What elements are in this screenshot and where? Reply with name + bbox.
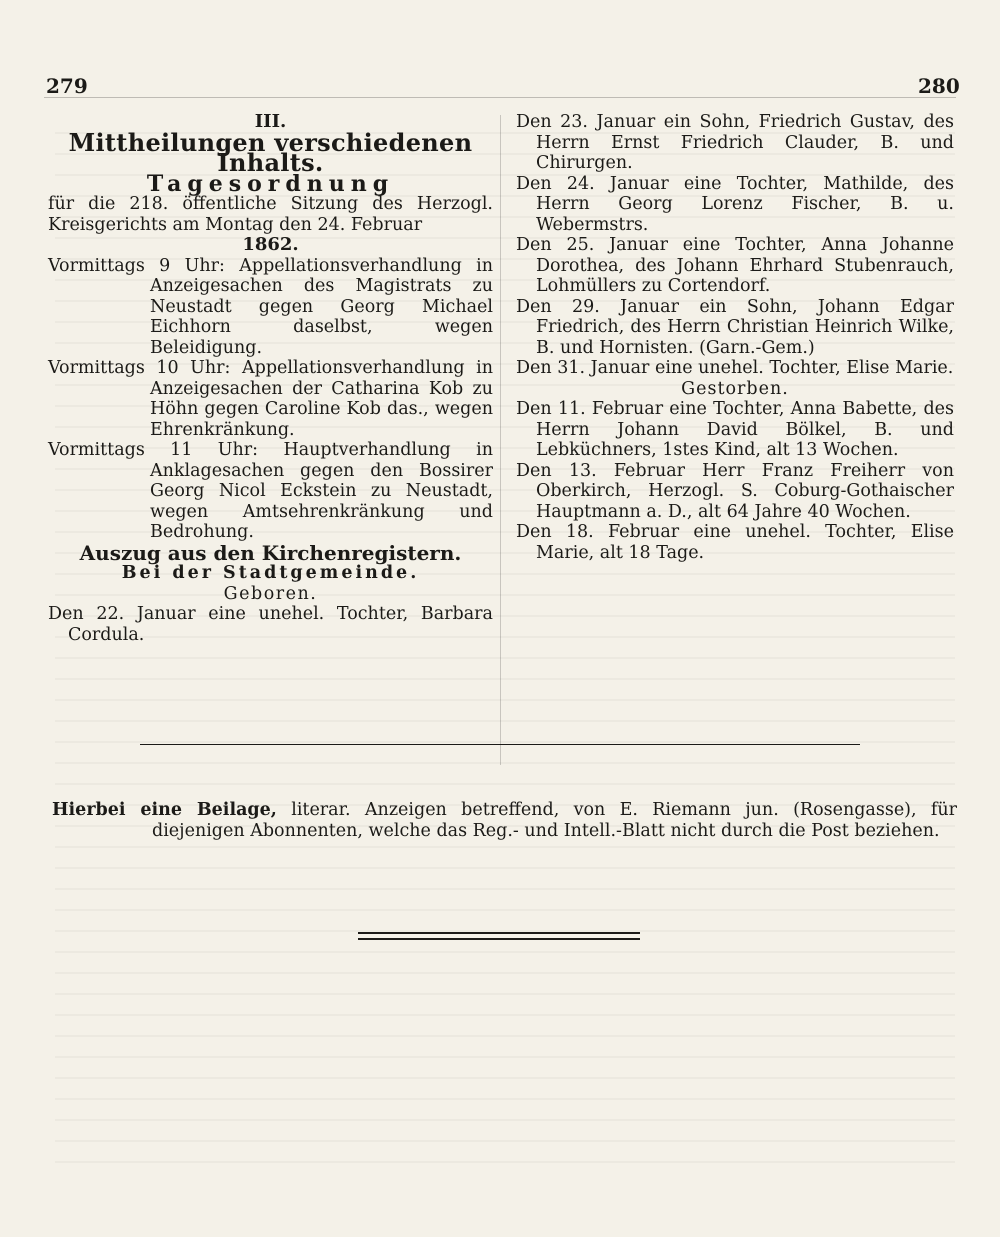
- deaths-heading: Gestorben.: [681, 378, 789, 399]
- birth-entry: Den 31. Januar eine unehel. Tochter, Elise Marie.: [516, 358, 954, 378]
- left-column: [48, 112, 493, 645]
- right-column: [516, 112, 954, 563]
- section-title: Mittheilungen verschiedenen Inhalts.: [68, 127, 473, 177]
- page-number-right: 280: [918, 74, 960, 98]
- header-rule: [44, 97, 956, 98]
- page-number-left: 279: [46, 74, 88, 98]
- birth-entry: Den 23. Januar ein Sohn, Friedrich Gustav, des Herrn Ernst Friedrich Clauder, B. und Chirurgen.: [516, 112, 954, 173]
- supplement-note-text: literar. Anzeigen betreffend, von E. Riemann jun. (Rosengasse), für diejenigen Abonnenten, welche das Reg.- und Intell.-Blatt nicht durch die Post beziehen.: [152, 800, 957, 841]
- congregation-heading: Bei der Stadtgemeinde.: [121, 563, 420, 583]
- death-entry: Den 11. Februar eine Tochter, Anna Babette, des Herrn Johann David Bölkel, B. und Lebküchners, 1stes Kind, alt 13 Wochen.: [516, 399, 954, 460]
- church-register-title: Auszug aus den Kirchenregistern.: [79, 540, 462, 565]
- agenda-item-time: Vormittags 11 Uhr:: [48, 440, 259, 460]
- closing-double-rule-bottom: [358, 938, 640, 940]
- birth-entry: Den 24. Januar eine Tochter, Mathilde, des Herrn Georg Lorenz Fischer, B. u. Webermstrs.: [516, 173, 954, 235]
- agenda-intro: für die 218. öffentliche Sitzung des Herzogl. Kreisgerichts am Montag den 24. Februar: [48, 194, 493, 235]
- agenda-item: [48, 256, 493, 359]
- column-divider: [500, 115, 501, 765]
- closing-double-rule-top: [358, 932, 640, 934]
- born-heading: Geboren.: [223, 583, 318, 604]
- agenda-year: 1862.: [242, 234, 299, 255]
- birth-entry: Den 22. Januar eine unehel. Tochter, Barbara Cordula.: [48, 604, 493, 645]
- agenda-item-text: Hauptverhandlung in Anklagesachen gegen den Bossirer Georg Nicol Eckstein zu Neustadt, wegen Amtsehrenkränkung und Bedrohung.: [150, 440, 493, 542]
- supplement-note-prefix: Hierbei eine Beilage,: [52, 800, 277, 820]
- death-entry: Den 13. Februar Herr Franz Freiherr von Oberkirch, Herzogl. S. Coburg-Gothaischer Hauptmann a. D., alt 64 Jahre 40 Wochen.: [516, 460, 954, 522]
- supplement-note: [52, 800, 957, 842]
- death-entry: Den 18. Februar eine unehel. Tochter, Elise Marie, alt 18 Tage.: [516, 522, 954, 563]
- agenda-item-text: Appellationsverhandlung in Anzeigesachen des Magistrats zu Neustadt gegen Georg Michael Eichhorn daselbst, wegen Beleidigung.: [150, 255, 493, 358]
- section-separator-rule: [140, 744, 860, 745]
- agenda-item: [48, 440, 493, 543]
- birth-entry: Den 29. Januar ein Sohn, Johann Edgar Friedrich, des Herrn Christian Heinrich Wilke, B. und Hornisten. (Garn.-Gem.): [516, 296, 954, 358]
- section-number: III.: [254, 111, 287, 132]
- agenda-item-time: Vormittags 9 Uhr:: [48, 255, 225, 276]
- birth-entry: Den 25. Januar eine Tochter, Anna Johanne Dorothea, des Johann Ehrhard Stubenrauch, Lohmüllers zu Cortendorf.: [516, 235, 954, 296]
- agenda-item-text: Appellationsverhandlung in Anzeigesachen der Catharina Kob zu Höhn gegen Caroline Kob das., wegen Ehrenkränkung.: [150, 358, 493, 440]
- agenda-title: Tagesordnung: [146, 170, 395, 197]
- agenda-item-time: Vormittags 10 Uhr:: [48, 358, 231, 378]
- agenda-item: [48, 358, 493, 440]
